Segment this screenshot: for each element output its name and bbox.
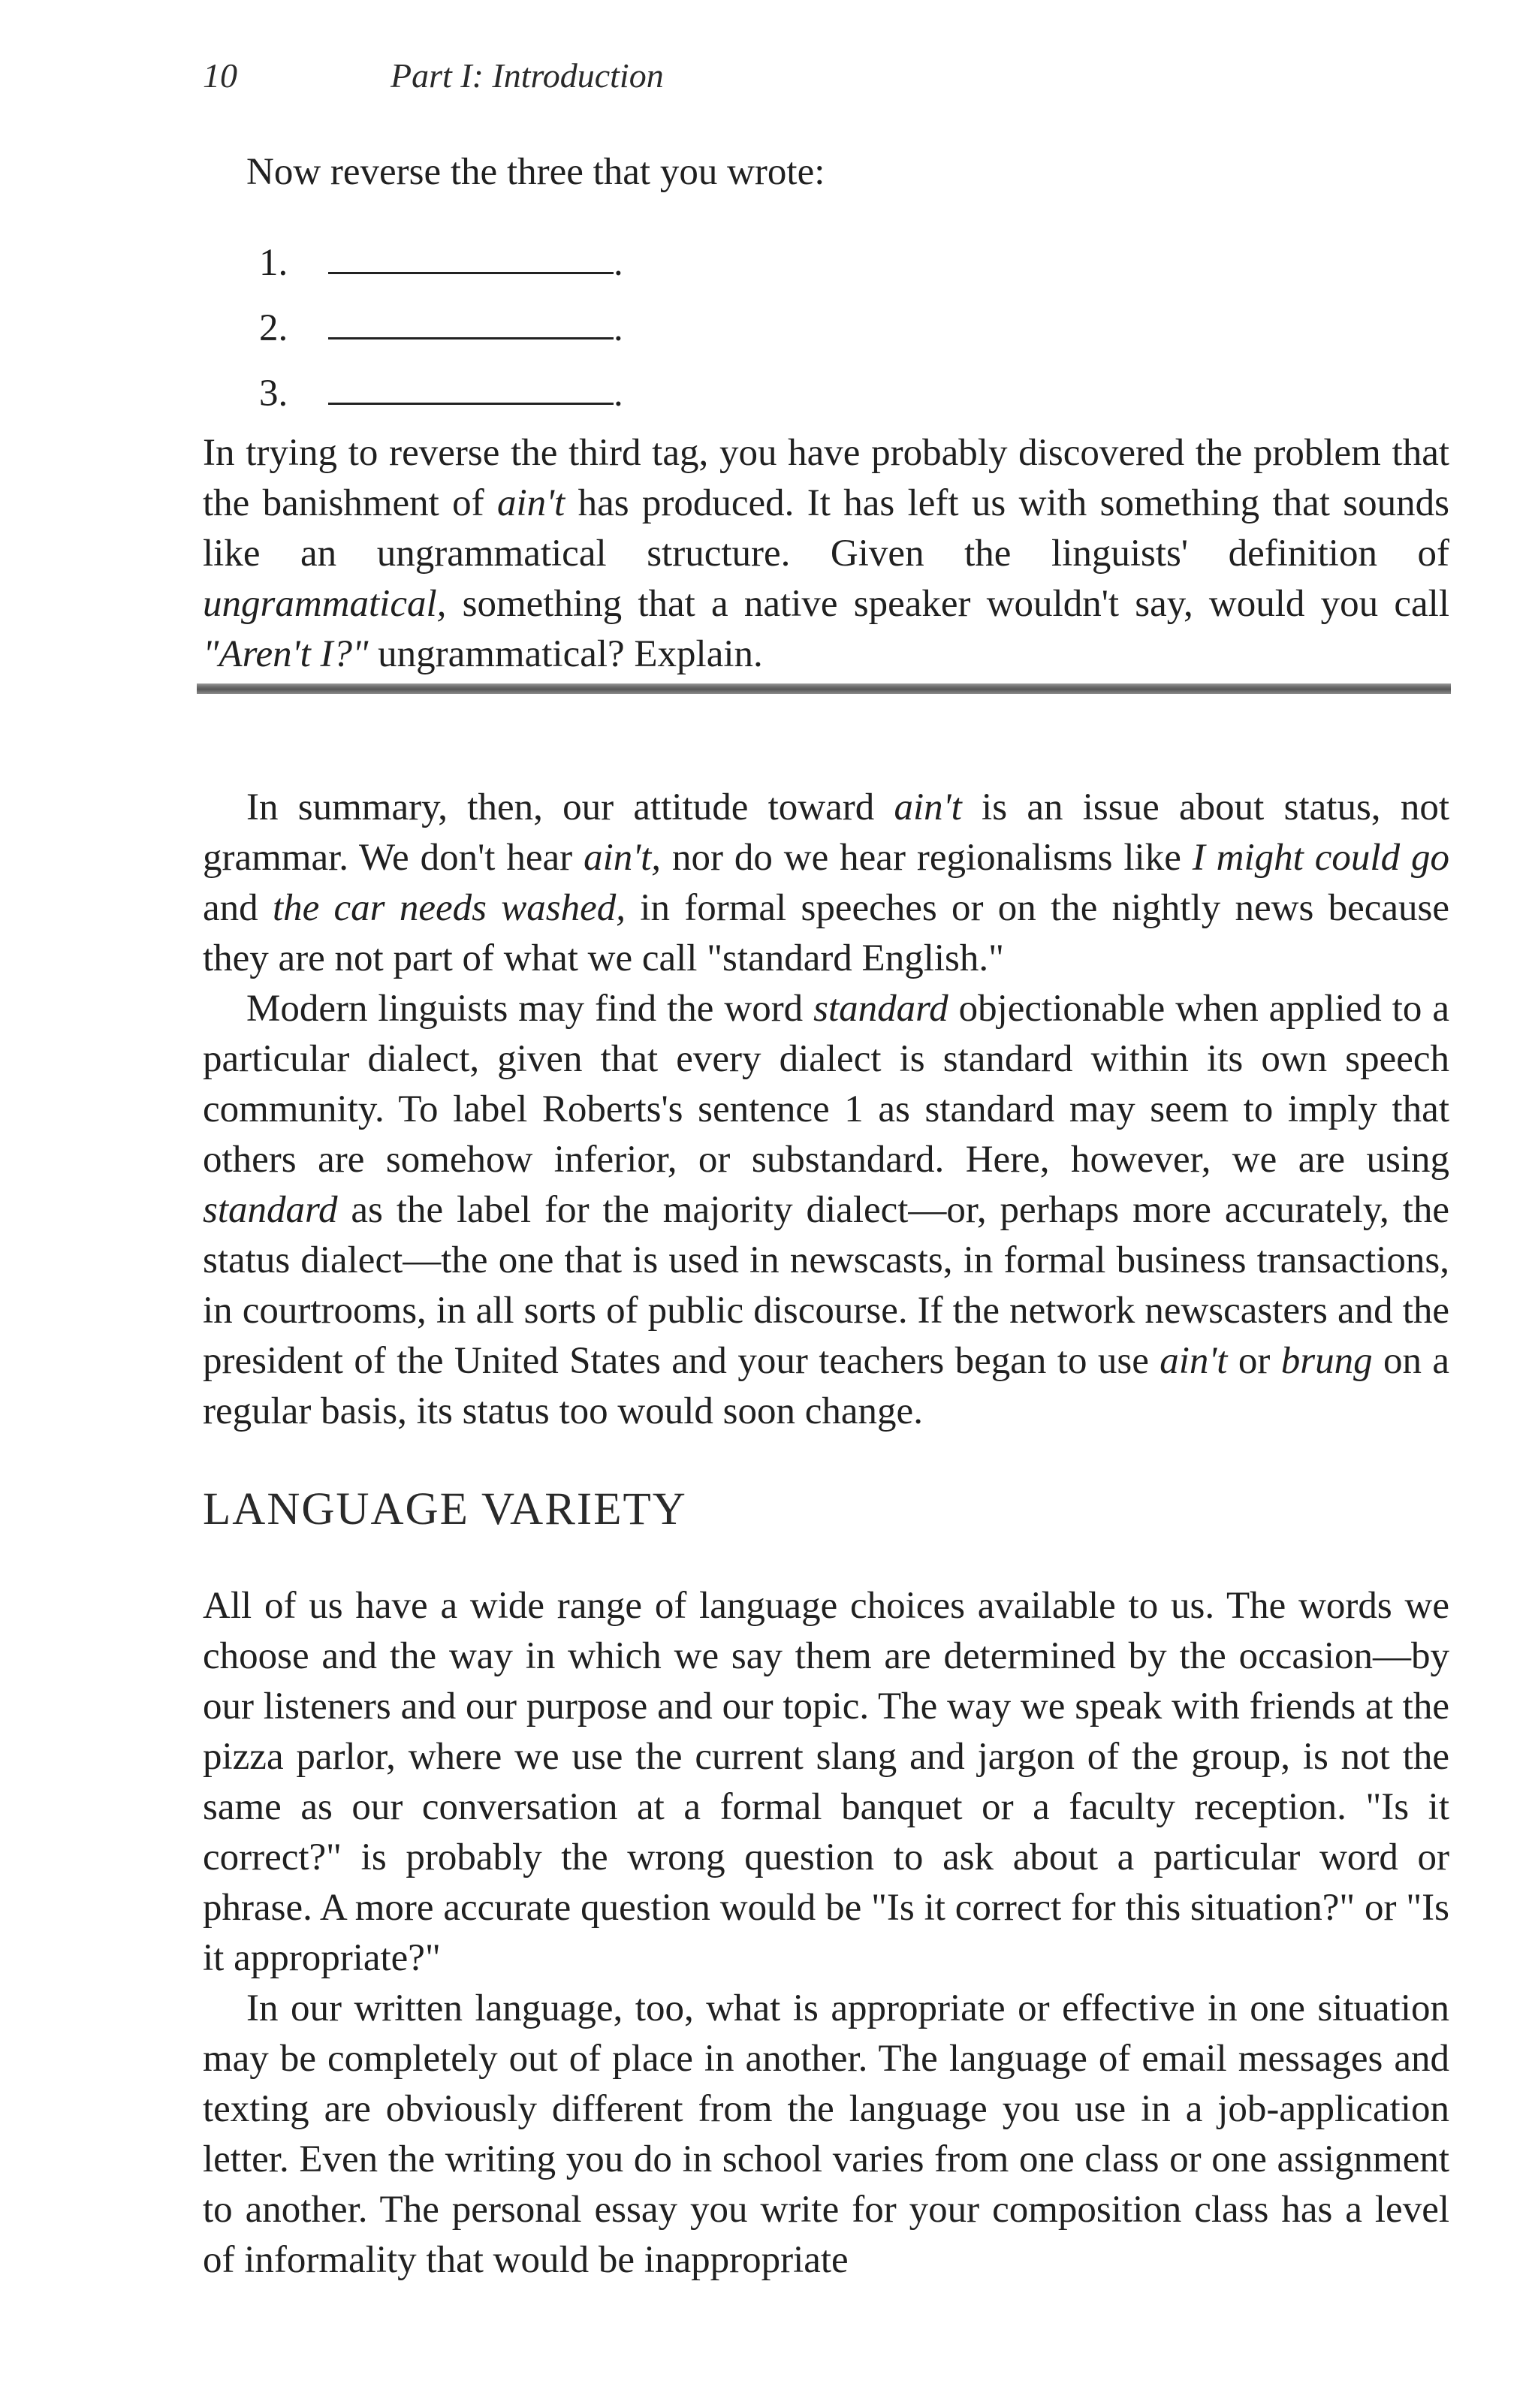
italic-term: standard xyxy=(813,988,948,1030)
italic-term: brung xyxy=(1280,1340,1373,1382)
answer-blank-3[interactable] xyxy=(259,350,623,415)
main-text xyxy=(203,783,1449,1437)
page-number: 10 xyxy=(203,56,237,95)
blank-number: 3. xyxy=(259,373,288,415)
blank-line[interactable] xyxy=(328,368,614,405)
text-run: on a regular basis, its status too would soon change. xyxy=(203,1340,1450,1432)
summary-paragraph xyxy=(203,783,1449,984)
linguists-paragraph xyxy=(203,984,1449,1437)
italic-term: ungrammatical, xyxy=(203,583,447,625)
italic-term: the car needs washed, xyxy=(272,887,626,929)
italic-term: I might could go xyxy=(1192,837,1449,879)
text-run: as the label for the majority dialect—or, perhaps more accurately, the status dialect—the one that is used in newscasts, in formal business transactions, in courtrooms, in all sorts of public discourse. If the network newscasters and the president of the United States and your teachers began to use xyxy=(203,1189,1449,1382)
text-run: and xyxy=(203,887,273,929)
answer-blanks xyxy=(259,219,623,415)
text-run: In summary, then, our attitude toward xyxy=(246,786,894,828)
text-run: In trying to reverse the third tag, you have probably discovered the problem that the banishment of xyxy=(203,432,1449,524)
blank-number: 1. xyxy=(259,242,288,284)
italic-term: ain't xyxy=(1160,1340,1228,1382)
italic-term: ain't xyxy=(894,786,962,828)
text-run: nor do we hear regionalisms like xyxy=(661,837,1193,879)
blank-period: . xyxy=(614,242,623,284)
italic-term: "Aren't I?" xyxy=(203,633,369,675)
text-run: is an issue about status, not grammar. We don't hear xyxy=(203,786,1449,879)
section-divider-rule xyxy=(197,683,1451,694)
question-text xyxy=(203,428,1449,680)
variety-text xyxy=(203,1581,1449,2286)
exercise-instruction xyxy=(246,147,1448,198)
answer-blank-1[interactable] xyxy=(259,219,623,285)
section-heading: LANGUAGE VARIETY xyxy=(203,1484,687,1534)
variety-paragraph-1: All of us have a wide range of language choices available to us. The words we choose and the way in which we say them are determined by the occasion—by our listeners and our purpose and our topic. The way we speak with friends at the pizza parlor, where we use the current slang and jargon of the group, is not the same as our conversation at a formal banquet or a faculty reception. "Is it correct?" is probably the wrong question to ask about a particular word or phrase. A more accurate question would be "Is it correct for this situation?" or "Is it appropriate?" xyxy=(203,1585,1449,1979)
text-run: ungrammatical? Explain. xyxy=(368,633,763,675)
text-run: or xyxy=(1227,1340,1281,1382)
answer-blank-2[interactable] xyxy=(259,285,623,350)
italic-term: ain't, xyxy=(584,837,662,879)
text-run: something that a native speaker wouldn't say, would you call xyxy=(446,583,1449,625)
part-title: Part I: Introduction xyxy=(391,56,664,95)
text-run: has produced. It has left us with something that sounds like an ungrammatical structure. Given the linguists' definition of xyxy=(203,482,1450,575)
text-run: objectionable when applied to a particular dialect, given that every dialect is standard within its own speech community. To label Roberts's sentence 1 as standard may seem to imply that others are somehow inferior, or substandard. Here, however, we are using xyxy=(203,988,1449,1181)
blank-line[interactable] xyxy=(328,303,614,339)
text-run: Modern linguists may find the word xyxy=(246,988,814,1030)
text-run: in formal speeches or on the nightly news because they are not part of what we call "standard English." xyxy=(203,887,1449,979)
blank-period: . xyxy=(614,373,623,415)
blank-period: . xyxy=(614,307,623,349)
variety-paragraph-2: In our written language, too, what is appropriate or effective in one situation may be completely out of place in another. The language of email messages and texting are obviously different from the language you use in a job-application letter. Even the writing you do in school varies from one class or one assignment to another. The personal essay you write for your composition class has a level of informality that would be inappropriate xyxy=(203,1987,1449,2281)
question-paragraph xyxy=(203,428,1449,680)
italic-term: ain't xyxy=(496,482,565,524)
blank-line[interactable] xyxy=(328,237,614,274)
italic-term: standard xyxy=(203,1189,338,1231)
instruction-text: Now reverse the three that you wrote: xyxy=(246,151,825,193)
blank-number: 2. xyxy=(259,307,288,349)
